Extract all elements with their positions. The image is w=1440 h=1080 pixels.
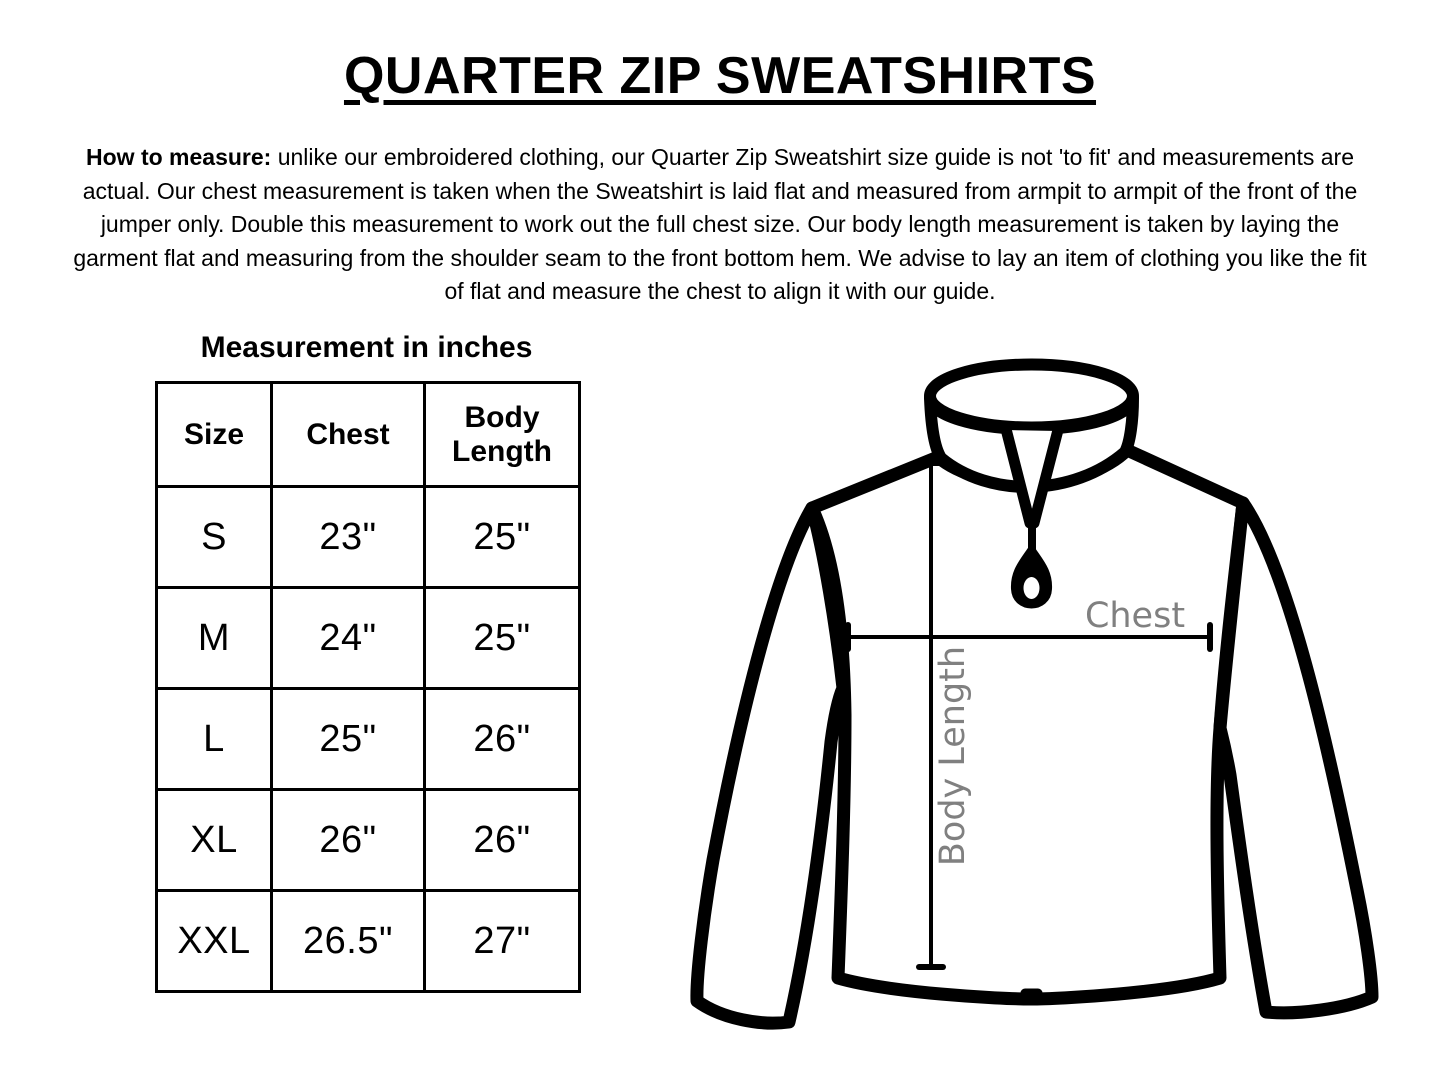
body-length-label: Body Length [933,645,973,867]
table-row [157,790,580,891]
cell-body-length: 26" [425,790,580,891]
chest-label: Chest [1084,596,1186,636]
sweatshirt-left-sleeve [697,508,843,1023]
cell-chest: 24" [272,588,425,689]
page-title: QUARTER ZIP SWEATSHIRTS [343,47,1097,105]
col-header-body-length: Body Length [425,383,580,487]
cell-size: XXL [157,891,272,992]
cell-chest: 26" [272,790,425,891]
col-header-size: Size [157,383,272,487]
cell-chest: 26.5" [272,891,425,992]
cell-body-length: 27" [425,891,580,992]
cell-chest: 25" [272,689,425,790]
how-to-measure-paragraph [61,141,1379,309]
sweatshirt-body [812,450,1243,999]
cell-size: XL [157,790,272,891]
cell-size: M [157,588,272,689]
table-row [157,689,580,790]
table-row [157,891,580,992]
cell-size: S [157,487,272,588]
size-table-header-row [157,383,580,487]
how-to-measure-lead: How to measure: [86,144,272,170]
how-to-measure-text: unlike our embroidered clothing, our Quarter Zip Sweatshirt size guide is not 'to fit' and measurements are actual. Our chest measurement is taken when the Sweatshirt is laid flat and measured from armpit to armpit of the front of the jumper only. Double this measurement to work out the full chest size. Our body length measurement is taken by laying the garment flat and measuring from the shoulder seam to the front bottom hem. We advise to lay an item of clothing you like the fit of flat and measure the chest to align it with our guide. [73,144,1367,304]
cell-chest: 23" [272,487,425,588]
table-title: Measurement in inches [200,331,533,364]
sweatshirt-right-sleeve [1220,503,1372,1013]
table-row [157,588,580,689]
cell-body-length: 25" [425,588,580,689]
cell-body-length: 26" [425,689,580,790]
cell-body-length: 25" [425,487,580,588]
cell-size: L [157,689,272,790]
zipper-pull-hole [1024,577,1040,599]
col-header-chest: Chest [272,383,425,487]
size-table [155,381,581,993]
collar-opening [930,365,1133,428]
sweatshirt-diagram [680,355,1400,1055]
table-row [157,487,580,588]
